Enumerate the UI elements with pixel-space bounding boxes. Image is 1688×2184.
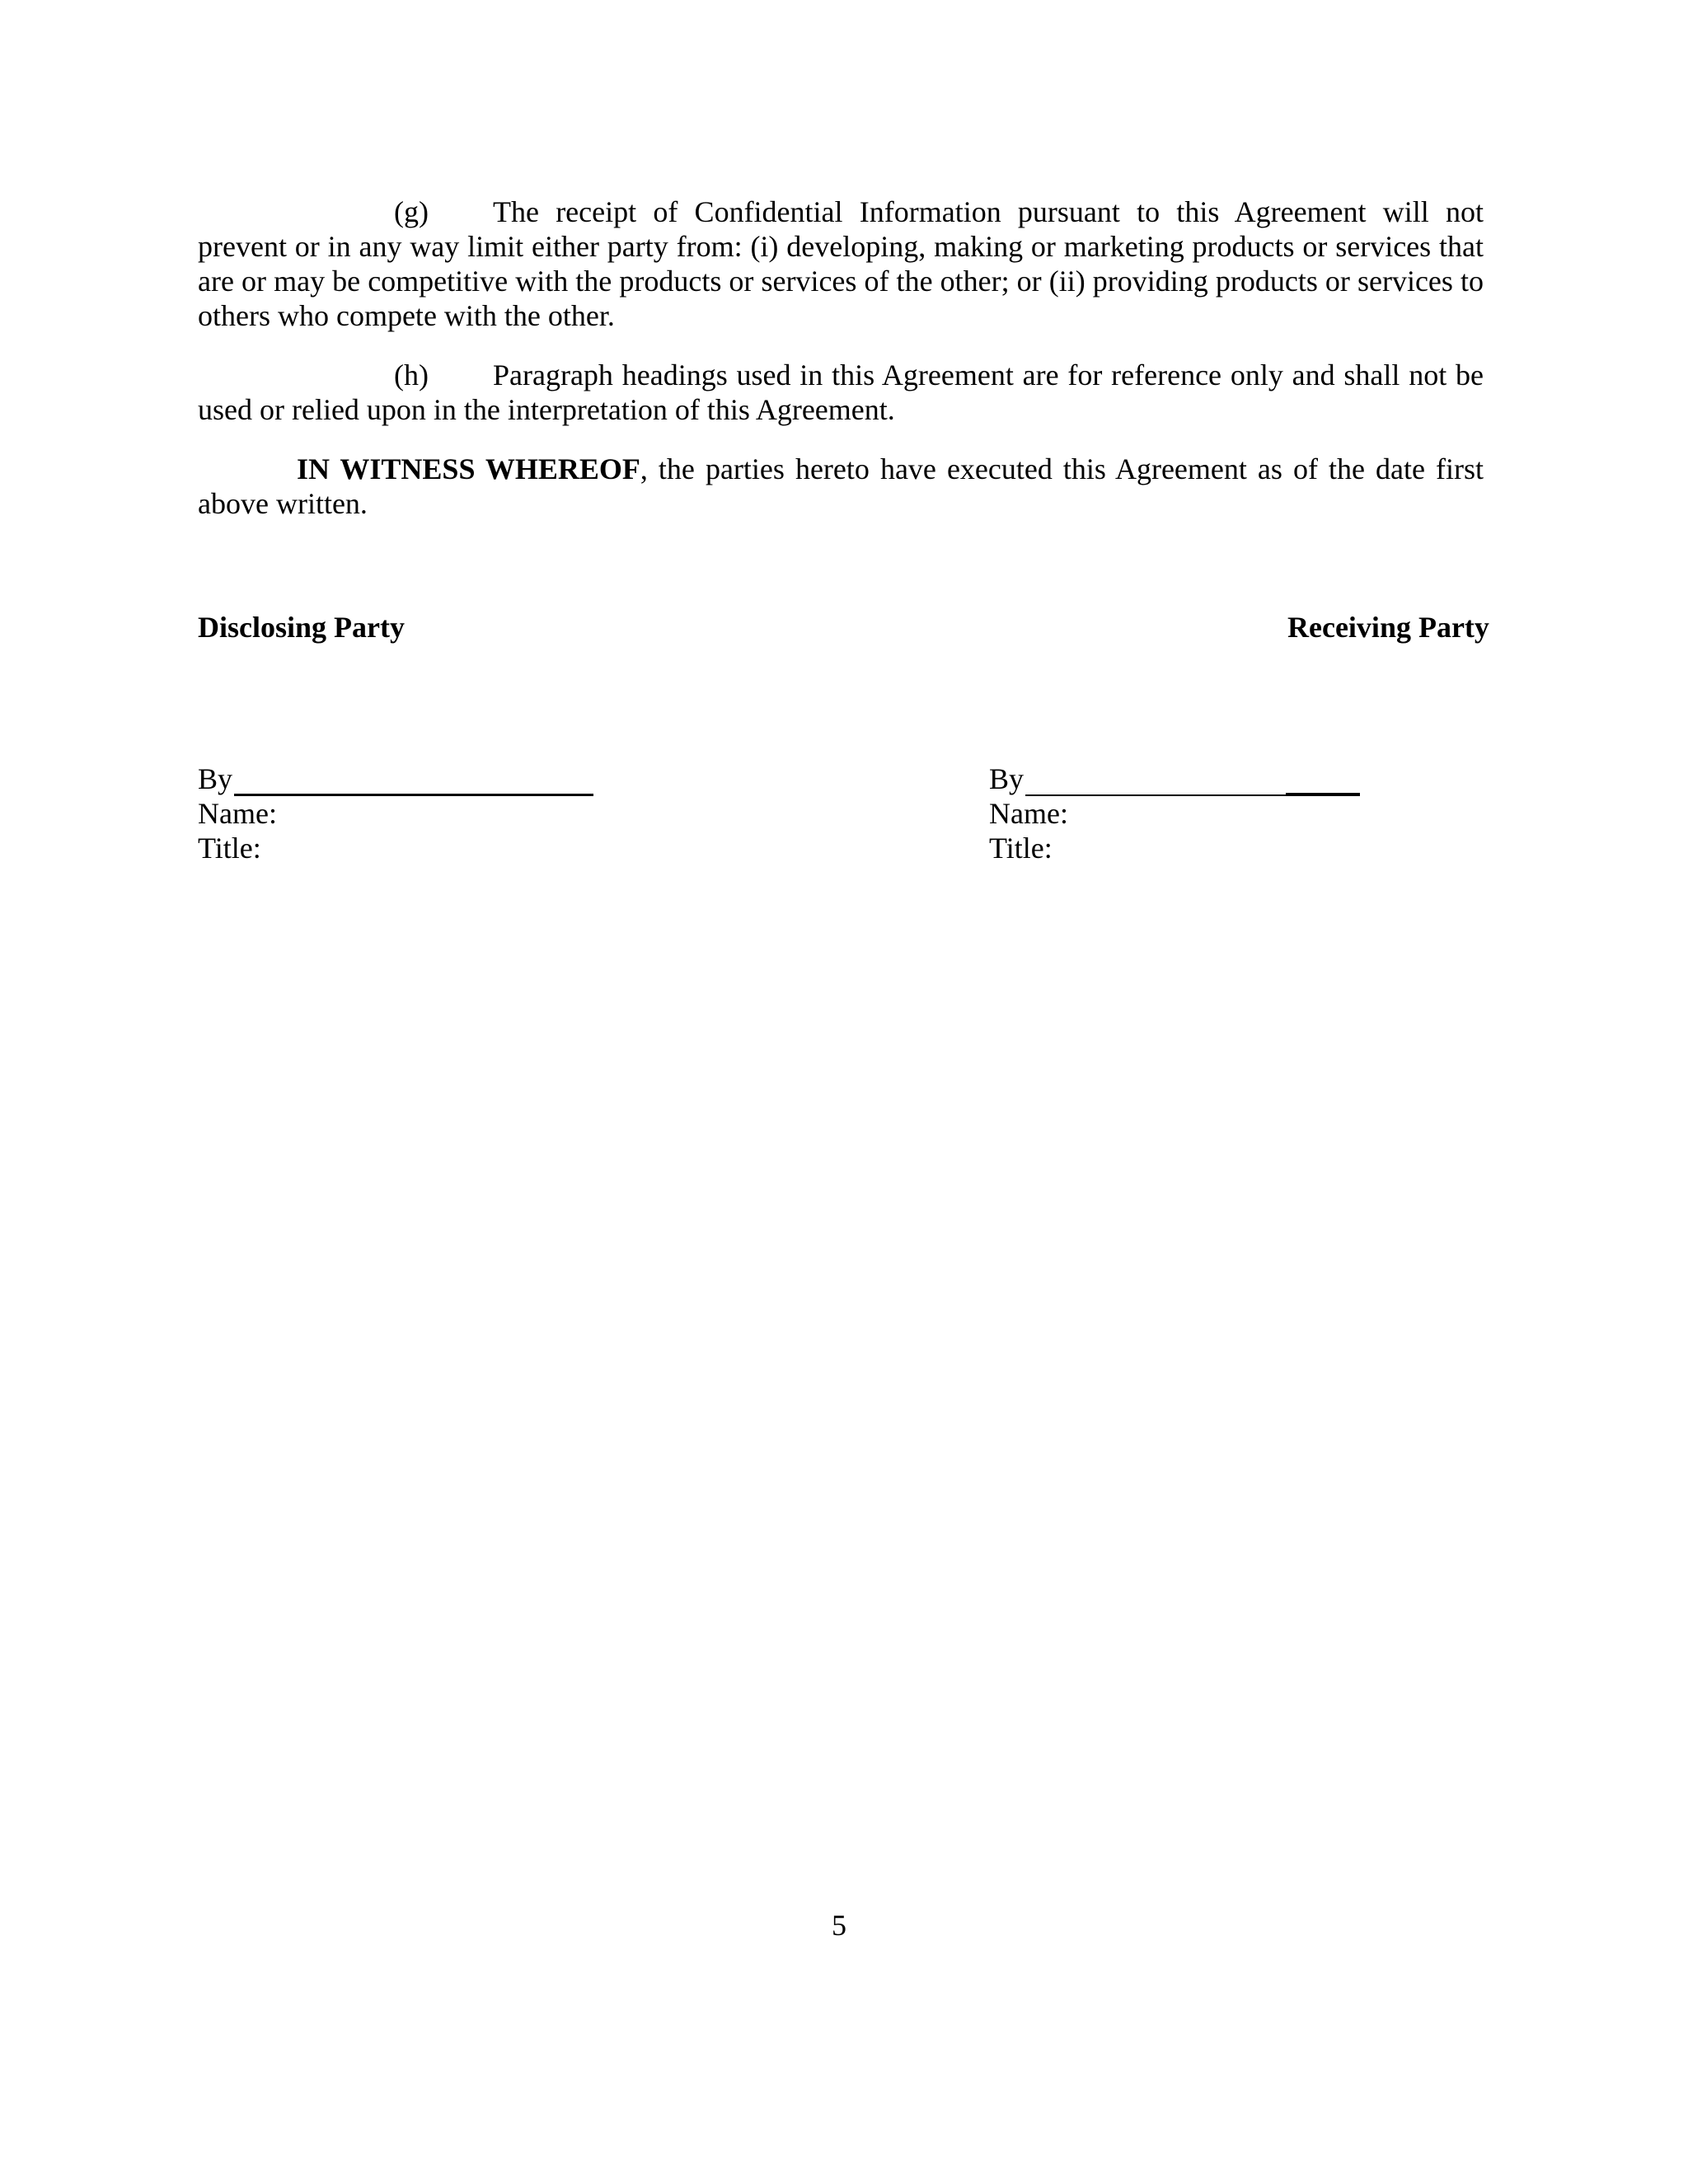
disclosing-party-heading: Disclosing Party: [198, 611, 405, 644]
witness-clause: [198, 452, 1484, 521]
title-label: Title:: [198, 832, 261, 865]
witness-text: , the parties hereto have executed this Agreement as of the date first above written.: [198, 452, 1484, 520]
signature-line: [1025, 766, 1286, 796]
by-label: By: [989, 762, 1025, 795]
document-body: [198, 194, 1484, 546]
witness-lead: IN WITNESS WHEREOF: [297, 452, 640, 485]
disclosing-party-signature-block: [198, 762, 593, 865]
signature-line-extension: [1286, 765, 1360, 796]
page-number: 5: [832, 1909, 846, 1942]
receiving-party-signature-block: [989, 762, 1360, 865]
signature-line-row: [989, 762, 1360, 796]
signature-line-row: [198, 762, 593, 796]
name-label: Name:: [989, 797, 1068, 830]
name-label: Name:: [198, 797, 277, 830]
receiving-party-heading: Receiving Party: [1287, 611, 1489, 644]
signature-line: [234, 766, 593, 796]
paragraph-g: [198, 194, 1484, 333]
by-label: By: [198, 762, 233, 795]
paragraph-g-label: (g): [394, 195, 429, 228]
title-label: Title:: [989, 832, 1053, 865]
paragraph-h-text: Paragraph headings used in this Agreement are for reference only and shall not be used or relied upon in the interpretation of this Agreement.: [198, 359, 1484, 426]
paragraph-h: [198, 358, 1484, 427]
paragraph-h-label: (h): [394, 359, 429, 391]
paragraph-g-text: The receipt of Confidential Information pursuant to this Agreement will not prevent or in any way limit either party from: (i) developing, making or marketing products or services that are or may be competitive with the products or services of the other; or (ii) providing products or services to others who compete with the other.: [198, 195, 1484, 332]
